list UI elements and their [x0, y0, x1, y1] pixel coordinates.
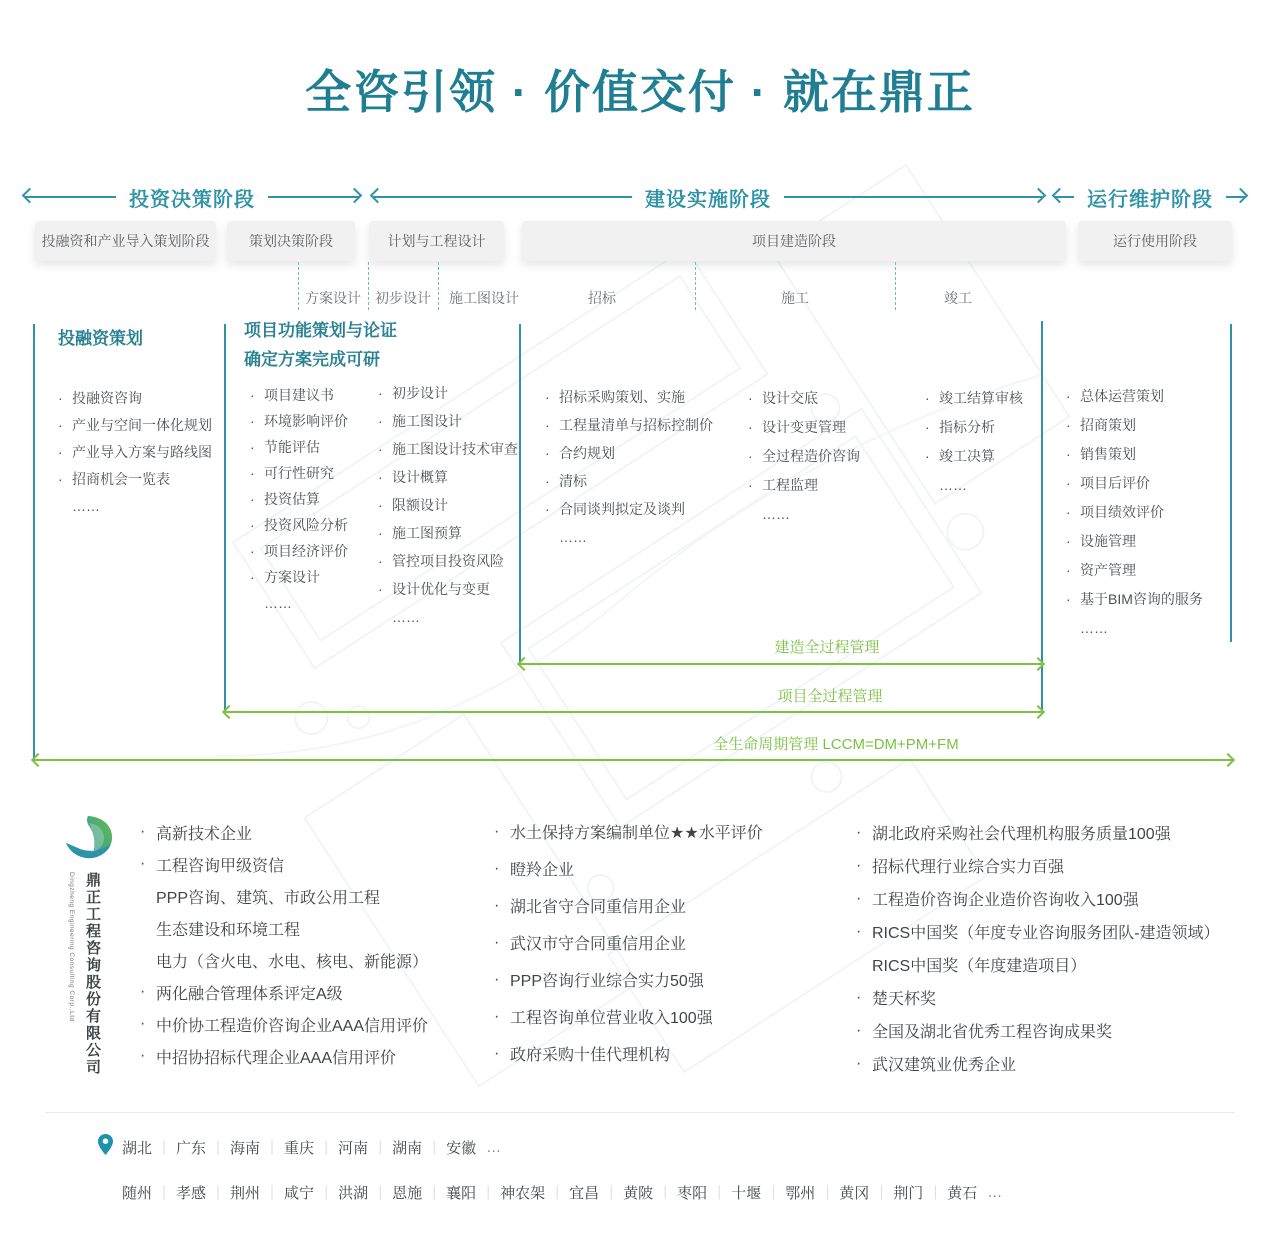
- bullet: ·: [378, 497, 383, 513]
- bullet: ·: [378, 469, 383, 485]
- bullet: ·: [250, 517, 255, 533]
- credential-label: 政府采购十佳代理机构: [510, 1047, 671, 1064]
- lifecycle-management-arrow: [34, 759, 1232, 761]
- bullet: ·: [856, 856, 862, 874]
- credential-label: 生态建设和环境工程: [156, 921, 301, 939]
- bullet: ·: [1066, 474, 1071, 491]
- list-item-label: 竣工结算审核: [939, 389, 1023, 406]
- header-line-1: 项目功能策划与论证: [244, 321, 397, 340]
- province-item: 安徽: [446, 1140, 477, 1157]
- company-name-en: Dingzheng Engineering Consulting Corp.,Ltd: [68, 872, 75, 1022]
- bullet: ·: [140, 983, 146, 1000]
- list-item-label: 清标: [559, 473, 587, 489]
- bullet: ·: [1066, 590, 1071, 607]
- credential-item: [140, 1040, 428, 1072]
- list-item-label: ……: [1080, 619, 1108, 636]
- list-item-label: 全过程造价咨询: [762, 447, 860, 464]
- list-item: [1066, 555, 1203, 584]
- credential-label: 中价协工程造价咨询企业AAA信用评价: [156, 1017, 429, 1035]
- list-item: [748, 470, 860, 499]
- list-item: [250, 564, 348, 590]
- province-item: 广东 ｜: [176, 1137, 230, 1158]
- credential-label: 工程咨询甲级资信: [156, 857, 285, 875]
- bullet: ·: [856, 1054, 862, 1072]
- span-line-construction-right: [1041, 321, 1043, 712]
- credential-item: [494, 887, 763, 924]
- bullet: ·: [925, 418, 930, 435]
- substage-completion: 竣工: [944, 290, 972, 306]
- credential-label: 工程造价咨询企业造价咨询收入100强: [872, 892, 1139, 909]
- bullet: ·: [1066, 561, 1071, 578]
- bullet: ·: [925, 389, 930, 406]
- list-item: [378, 603, 518, 631]
- credential-label: 武汉市守合同重信用企业: [510, 936, 687, 953]
- bullet: ·: [58, 416, 63, 433]
- bullet: ·: [748, 418, 753, 435]
- list-item-label: 产业导入方案与路线图: [72, 443, 212, 460]
- credential-item: [140, 816, 428, 848]
- list-item: [1066, 410, 1203, 439]
- credential-item: [140, 944, 428, 976]
- credential-label: 中招协招标代理企业AAA信用评价: [156, 1049, 397, 1067]
- construction-management-arrow: [520, 663, 1042, 665]
- substage-construction: 施工: [781, 290, 809, 306]
- credential-label: 高新技术企业: [156, 825, 253, 843]
- list-item: [925, 470, 1023, 499]
- credential-item: [856, 1047, 1220, 1080]
- list-item: [378, 435, 518, 463]
- bullet: ·: [856, 1021, 862, 1039]
- list-item: [1066, 497, 1203, 526]
- city-item: 襄阳 ｜: [446, 1182, 500, 1203]
- list-item-label: ……: [559, 529, 587, 545]
- list-item: [378, 463, 518, 491]
- credential-item: [856, 981, 1220, 1014]
- list-item: [1066, 439, 1203, 468]
- list-item-label: ……: [72, 497, 100, 514]
- credential-item: [494, 813, 763, 850]
- bullet: ·: [494, 896, 500, 914]
- stage-box-construction: 项目建造阶段: [522, 221, 1066, 261]
- list-item-label: 投资风险分析: [264, 517, 348, 533]
- list-item: [748, 383, 860, 412]
- province-item: 湖南 ｜: [392, 1137, 446, 1158]
- credential-item: [856, 1014, 1220, 1047]
- bullet: ·: [250, 491, 255, 507]
- page-title: 全咨引领 · 价值交付 · 就在鼎正: [305, 66, 975, 118]
- project-management-label: 项目全过程管理: [777, 688, 883, 705]
- province-list: [122, 1137, 476, 1158]
- list-item: [1066, 613, 1203, 642]
- credential-item: [140, 912, 428, 944]
- list-item: [1066, 526, 1203, 555]
- list-item: [378, 407, 518, 435]
- credential-item: [856, 882, 1220, 915]
- credential-item: [494, 924, 763, 961]
- city-item: 黄陂 ｜: [623, 1182, 677, 1203]
- substage-construction-drawing: 施工图设计: [449, 290, 519, 306]
- credential-item: [494, 961, 763, 998]
- list-item-label: 设施管理: [1080, 532, 1136, 549]
- list-item-label: 设计交底: [762, 389, 818, 406]
- arrow-line: [1054, 196, 1074, 198]
- bullet: ·: [545, 501, 550, 517]
- list-item-label: ……: [762, 505, 790, 522]
- city-item: 孝感 ｜: [176, 1182, 230, 1203]
- credential-item: [140, 1008, 428, 1040]
- column-header-financing-planning: 投融资策划: [58, 329, 143, 348]
- stage-box-financing-planning: 投融资和产业导入策划阶段: [35, 221, 216, 261]
- credential-label: 工程咨询单位营业收入100强: [510, 1010, 713, 1027]
- credential-item: [856, 816, 1220, 849]
- bullet: ·: [1066, 445, 1071, 462]
- bullet: ·: [545, 445, 550, 461]
- bullet: ·: [140, 1015, 146, 1032]
- list-item: [58, 492, 212, 519]
- bullet: ·: [250, 465, 255, 481]
- list-item: [58, 384, 212, 411]
- bullet: ·: [494, 859, 500, 877]
- bullet: ·: [250, 569, 255, 585]
- province-item: 海南 ｜: [230, 1137, 284, 1158]
- dashed-divider: [438, 262, 439, 310]
- list-item-label: ……: [939, 476, 967, 493]
- list-item-label: 工程监理: [762, 476, 818, 493]
- list-item-label: 设计概算: [392, 469, 448, 485]
- completion-list: [925, 383, 1023, 499]
- bullet: ·: [1066, 387, 1071, 404]
- city-item: 神农架 ｜: [500, 1182, 569, 1203]
- operation-list: [1066, 381, 1203, 642]
- feasibility-list-a: [250, 382, 348, 616]
- bullet: ·: [494, 822, 500, 840]
- bullet: ·: [748, 389, 753, 406]
- bullet: ·: [925, 447, 930, 464]
- credential-label: 武汉建筑业优秀企业: [872, 1057, 1017, 1074]
- list-item-label: 项目经济评价: [264, 543, 348, 559]
- credential-label: 电力（含火电、水电、核电、新能源）: [156, 953, 429, 971]
- list-item-label: 可行性研究: [264, 465, 334, 481]
- bullet: ·: [140, 1047, 146, 1064]
- phase-label: 运行维护阶段: [1087, 188, 1213, 211]
- list-item: [1066, 584, 1203, 613]
- city-item: 荆门 ｜: [893, 1182, 947, 1203]
- bullet: ·: [856, 988, 862, 1006]
- list-item: [545, 467, 713, 495]
- city-item: 黄冈 ｜: [839, 1182, 893, 1203]
- list-item-label: 合约规划: [559, 445, 615, 461]
- list-item-label: 施工图设计技术审查: [392, 441, 518, 457]
- credential-item: [494, 850, 763, 887]
- list-item: [545, 523, 713, 551]
- arrow-line: [268, 196, 360, 198]
- city-item: 恩施 ｜: [392, 1182, 446, 1203]
- city-item: 宜昌 ｜: [569, 1182, 623, 1203]
- bullet: ·: [1066, 416, 1071, 433]
- lifecycle-management-label: 全生命周期管理 LCCM=DM+PM+FM: [713, 736, 959, 753]
- substage-preliminary-design: 初步设计: [375, 290, 431, 306]
- provinces-row: [122, 1137, 501, 1158]
- financing-planning-list: [58, 384, 212, 519]
- list-item: [545, 383, 713, 411]
- credential-label: RICS中国奖（年度建造项目）: [872, 958, 1087, 975]
- construction-management-label: 建造全过程管理: [774, 639, 880, 656]
- list-item: [250, 486, 348, 512]
- phase-label: 投资决策阶段: [129, 188, 255, 211]
- list-item-label: 环境影响评价: [264, 413, 348, 429]
- province-item: 湖北 ｜: [122, 1137, 176, 1158]
- substage-scheme-design: 方案设计: [305, 290, 361, 306]
- bullet: ·: [494, 970, 500, 988]
- list-item-label: 销售策划: [1080, 445, 1136, 462]
- list-item-label: ……: [392, 609, 420, 625]
- bullet: ·: [494, 1044, 500, 1062]
- list-item-label: 设计变更管理: [762, 418, 846, 435]
- phase-arrow-investment-decision: [24, 183, 360, 211]
- list-item-label: 施工图预算: [392, 525, 462, 541]
- cities-row: [122, 1182, 1002, 1203]
- bullet: ·: [378, 385, 383, 401]
- credential-item: [856, 948, 1220, 981]
- list-item-label: 节能评估: [264, 439, 320, 455]
- list-item-label: 竣工决算: [939, 447, 995, 464]
- province-item: 重庆 ｜: [284, 1137, 338, 1158]
- list-item: [58, 438, 212, 465]
- list-item-label: 项目绩效评价: [1080, 503, 1164, 520]
- list-item-label: 项目建议书: [264, 387, 334, 403]
- city-item: 咸宁 ｜: [284, 1182, 338, 1203]
- list-item: [545, 439, 713, 467]
- provinces-ellipsis: …: [486, 1139, 502, 1156]
- credentials-column-2: [494, 813, 763, 1072]
- bullet: ·: [378, 553, 383, 569]
- list-item: [250, 408, 348, 434]
- province-item: 河南 ｜: [338, 1137, 392, 1158]
- phase-arrow-operation: [1054, 183, 1246, 211]
- list-item: [250, 590, 348, 616]
- bullet: ·: [545, 473, 550, 489]
- city-item: 黄石: [947, 1185, 978, 1202]
- city-item: 随州 ｜: [122, 1182, 176, 1203]
- span-line-lifecycle-left: [33, 324, 35, 760]
- bullet: ·: [140, 855, 146, 872]
- list-item: [748, 499, 860, 528]
- credential-item: [494, 1035, 763, 1072]
- list-item: [250, 460, 348, 486]
- bullet: ·: [250, 543, 255, 559]
- company-name-vertical: [68, 872, 103, 1086]
- span-line-project-left: [224, 324, 226, 712]
- list-item-label: 项目后评价: [1080, 474, 1150, 491]
- list-item-label: 方案设计: [264, 569, 320, 585]
- bullet: ·: [494, 1007, 500, 1025]
- list-item-label: 初步设计: [392, 385, 448, 401]
- credential-item: [856, 915, 1220, 948]
- bullet: ·: [545, 389, 550, 405]
- city-item: 荆州 ｜: [230, 1182, 284, 1203]
- bullet: ·: [250, 413, 255, 429]
- credential-label: 全国及湖北省优秀工程咨询成果奖: [872, 1024, 1113, 1041]
- list-item-label: 指标分析: [939, 418, 995, 435]
- bidding-list: [545, 383, 713, 551]
- list-item: [925, 383, 1023, 412]
- credential-label: 湖北政府采购社会代理机构服务质量100强: [872, 826, 1171, 843]
- arrow-line: [784, 196, 1044, 198]
- list-item-label: 施工图设计: [392, 413, 462, 429]
- credential-label: PPP咨询行业综合实力50强: [510, 973, 704, 990]
- list-item: [250, 512, 348, 538]
- city-item: 枣阳 ｜: [677, 1182, 731, 1203]
- credential-label: 招标代理行业综合实力百强: [872, 859, 1065, 876]
- list-item-label: ……: [264, 595, 292, 611]
- credential-label: 湖北省守合同重信用企业: [510, 899, 687, 916]
- list-item-label: 产业与空间一体化规划: [72, 416, 212, 433]
- header-line-2: 确定方案完成可研: [244, 350, 380, 369]
- bullet: ·: [140, 823, 146, 840]
- list-item-label: 限额设计: [392, 497, 448, 513]
- list-item-label: 投融资咨询: [72, 389, 142, 406]
- city-list: [122, 1182, 977, 1203]
- cities-ellipsis: …: [987, 1184, 1003, 1201]
- arrow-line: [1226, 196, 1246, 198]
- list-item: [925, 441, 1023, 470]
- list-item: [925, 412, 1023, 441]
- design-list-b: [378, 379, 518, 631]
- list-item: [378, 491, 518, 519]
- bullet: ·: [58, 443, 63, 460]
- list-item: [378, 379, 518, 407]
- credential-item: [856, 849, 1220, 882]
- list-item: [748, 441, 860, 470]
- city-item: 鄂州 ｜: [785, 1182, 839, 1203]
- arrow-line: [372, 196, 632, 198]
- phase-label: 建设实施阶段: [645, 188, 771, 211]
- list-item-label: 资产管理: [1080, 561, 1136, 578]
- location-pin-icon: [98, 1134, 113, 1155]
- bullet: ·: [494, 933, 500, 951]
- project-management-arrow: [225, 711, 1042, 713]
- bullet: ·: [250, 439, 255, 455]
- dashed-divider: [695, 262, 696, 310]
- credential-label: RICS中国奖（年度专业咨询服务团队-建造领域）: [872, 925, 1220, 942]
- bullet: ·: [1066, 503, 1071, 520]
- city-item: 十堰 ｜: [731, 1182, 785, 1203]
- list-item: [748, 412, 860, 441]
- list-item: [58, 411, 212, 438]
- list-item-label: 投资估算: [264, 491, 320, 507]
- bullet: ·: [378, 525, 383, 541]
- bullet: ·: [856, 823, 862, 841]
- credential-item: [140, 880, 428, 912]
- list-item: [250, 434, 348, 460]
- credential-label: 瞪羚企业: [510, 862, 575, 879]
- list-item-label: 总体运营策划: [1080, 387, 1164, 404]
- list-item-label: 招商机会一览表: [72, 470, 170, 487]
- arrow-line: [24, 196, 116, 198]
- column-header-project-feasibility: [244, 316, 397, 374]
- span-line-construction-left: [519, 324, 521, 664]
- phase-arrow-construction: [372, 183, 1044, 211]
- company-logo: [58, 814, 118, 868]
- bullet: ·: [250, 387, 255, 403]
- bullet: ·: [856, 922, 862, 940]
- list-item-label: 设计优化与变更: [392, 581, 490, 597]
- credential-item: [140, 848, 428, 880]
- dashed-divider: [368, 262, 369, 310]
- list-item: [378, 519, 518, 547]
- credential-label: 两化融合管理体系评定A级: [156, 985, 343, 1003]
- bullet: ·: [378, 441, 383, 457]
- bullet: ·: [748, 447, 753, 464]
- stage-box-plan-design: 计划与工程设计: [369, 221, 504, 261]
- bullet: ·: [58, 389, 63, 406]
- dashed-divider: [298, 262, 299, 310]
- bullet: ·: [545, 417, 550, 433]
- stage-box-operation-use: 运行使用阶段: [1078, 221, 1232, 261]
- list-item: [1066, 468, 1203, 497]
- credential-item: [494, 998, 763, 1035]
- bullet: ·: [856, 889, 862, 907]
- company-name-cn: 鼎正工程咨询股份有限公司: [84, 872, 101, 1076]
- list-item: [250, 538, 348, 564]
- city-item: 洪湖 ｜: [338, 1182, 392, 1203]
- credential-item: [140, 976, 428, 1008]
- list-item-label: 管控项目投资风险: [392, 553, 504, 569]
- list-item: [58, 465, 212, 492]
- list-item: [378, 547, 518, 575]
- list-item: [545, 495, 713, 523]
- list-item-label: 合同谈判拟定及谈判: [559, 501, 685, 517]
- list-item: [1066, 381, 1203, 410]
- construction-supervision-list: [748, 383, 860, 528]
- list-item-label: 基于BIM咨询的服务: [1080, 590, 1203, 607]
- bullet: ·: [378, 581, 383, 597]
- credential-label: 水土保持方案编制单位★★水平评价: [510, 825, 763, 842]
- bullet: ·: [1066, 532, 1071, 549]
- dashed-divider: [895, 262, 896, 310]
- span-line-operation-right: [1230, 324, 1232, 642]
- credential-label: 楚天杯奖: [872, 991, 937, 1008]
- credentials-column-1: [140, 816, 428, 1072]
- list-item: [378, 575, 518, 603]
- stage-box-planning-decision: 策划决策阶段: [227, 221, 355, 261]
- list-item: [250, 382, 348, 408]
- bullet: ·: [378, 413, 383, 429]
- list-item: [545, 411, 713, 439]
- list-item-label: 招标采购策划、实施: [559, 389, 685, 405]
- list-item-label: 工程量清单与招标控制价: [559, 417, 713, 433]
- credential-label: PPP咨询、建筑、市政公用工程: [156, 889, 381, 907]
- list-item-label: 招商策划: [1080, 416, 1136, 433]
- section-divider: [45, 1112, 1235, 1113]
- bullet: ·: [748, 476, 753, 493]
- credentials-column-3: [856, 816, 1220, 1080]
- bullet: ·: [58, 470, 63, 487]
- substage-bidding: 招标: [588, 290, 616, 306]
